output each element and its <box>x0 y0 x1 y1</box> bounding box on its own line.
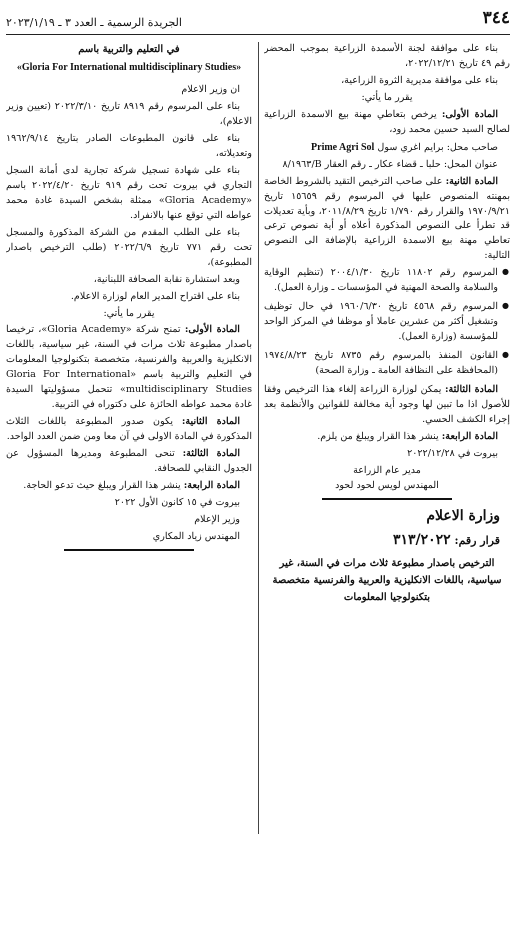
article-2 <box>6 415 252 445</box>
preamble-2: بناء على موافقة مديرية الثروة الزراعية، <box>341 74 498 86</box>
decision-number-line <box>264 530 510 552</box>
decision-label: قرار رقم: <box>450 533 500 547</box>
list-item: ● المرسوم رقم ١١٨٠٢ تاريخ ٢٠٠٤/١/٣٠ (تنظيم الوقاية والسلامة والصحة المهنية في المؤسسات ـ وزارة العمل). <box>264 266 498 296</box>
minister-line: ان وزير الاعلام <box>181 84 240 96</box>
article-1 <box>264 108 510 138</box>
list-item: ● المرسوم رقم ٤٥٦٨ تاريخ ١٩٦٠/٦/٣٠ في حال توظيف وتشغيل أكثر من عشرين عاملا أو موظفا في المركز الواحد للمؤسسة (وزارة العمل). <box>264 300 498 345</box>
decides-heading: يقرر ما يأتي: <box>103 307 155 319</box>
decides-heading: يقرر ما يأتي: <box>361 91 413 103</box>
article-2-text: يكون صدور المطبوعة باللغات الثلاث المذكورة في المادة الاولى في آن معا ومن ضمن العدد الواحد. <box>6 416 252 443</box>
article-2-label: المادة الثانية: <box>445 175 498 187</box>
article-4-text: ينشر هذا القرار ويبلغ حيث تدعو الحاجة. <box>23 480 184 492</box>
preamble-5: وبعد استشارة نقابة الصحافة اللبنانية، <box>93 273 240 285</box>
article-3-text: تنحى المطبوعة ومديرها المسؤول عن الجدول النقابي للصحافة. <box>6 448 252 475</box>
preamble-2: بناء على قانون المطبوعات الصادر بتاريخ ١٩٦٢/٩/١٤ وتعديلاته، <box>6 133 252 159</box>
article-3-label: المادة الثالثة: <box>182 448 241 460</box>
regulation-list <box>264 266 498 379</box>
article-4-label: المادة الرابعة: <box>441 430 498 442</box>
decision-description: الترخيص باصدار مطبوعة ثلاث مرات في السنة، غير سياسية، باللغات الانكليزية والعربية والفرنسية متخصصة بتكنولوجيا المعلومات <box>272 558 502 604</box>
article-1-label: المادة الأولى: <box>184 324 240 336</box>
preamble-4: بناء على الطلب المقدم من الشركة المذكورة والمسجل تحت رقم ٧٧١ تاريخ ٢٠٢٢/٦/٩ (طلب الترخيص باصدار المطبوعة)، <box>6 226 252 268</box>
article-4-label: المادة الرابعة: <box>183 480 240 492</box>
right-column <box>264 42 510 608</box>
shop-line <box>264 140 510 156</box>
section-rule <box>64 549 194 551</box>
signatory-title: مدير عام الزراعة <box>353 464 421 476</box>
page-header <box>6 8 510 35</box>
article-4 <box>264 430 510 445</box>
article-1-label: المادة الأولى: <box>441 108 498 120</box>
article-3-label: المادة الثالثة: <box>444 384 499 396</box>
gazette-issue-line: الجريدة الرسمية ـ العدد ٣ ـ ٢٠٢٣/١/١٩ <box>6 15 182 29</box>
title-latin: «Gloria For International multidisciplinary Studies» <box>16 61 242 73</box>
title-arabic: في التعليم والتربية باسم <box>78 44 180 55</box>
article-1-text: تمنح شركة «Gloria Academy»، ترخيصا باصدار مطبوعة ثلاث مرات في السنة، غير سياسية، باللغات الانكليزية والعربية والفرنسية، متخصصة بتكنولوجيا المعلومات في التعليم والتربية باسم «Gloria For International multidisciplinary Studies» تتحمل مسؤوليتها السيدة غادة محمد عواطه الحائزة على دكتوراه في التربية. <box>6 324 252 411</box>
shop-label: صاحب محل: برايم اغري سول <box>377 141 498 153</box>
shop-latin-name: Prime Agri Sol <box>311 141 375 153</box>
list-item: ● القانون المنفذ بالمرسوم رقم ٨٧٣٥ تاريخ ١٩٧٤/٨/٢٣ (المحافظة على النظافة العامة ـ وزارة الصحة) <box>264 349 498 379</box>
decision-number: ٣١٣/٢٠٢٢ <box>392 531 451 548</box>
issue-date: بيروت في ٢٠٢٢/١٢/٢٨ <box>407 447 498 459</box>
article-2-label: المادة الثانية: <box>181 416 241 428</box>
article-1 <box>6 323 252 413</box>
column-divider <box>258 42 259 834</box>
page-number: ٣٤٤ <box>482 8 510 29</box>
article-2 <box>264 175 510 265</box>
issue-date: بيروت في ١٥ كانون الأول ٢٠٢٢ <box>114 496 240 508</box>
shop-address: عنوان المحل: حلبا ـ قضاء عكار ـ رقم العقار B/٨/١٩٦٣ <box>282 158 498 170</box>
article-2-text: على صاحب الترخيص التقيد بالشروط الخاصة بمهنته المنصوص عليها في المرسوم رقم ١٥٦٥٩ تاريخ ١٩٧٠/٩/٢١ والقرار رقم ١/٧٩٠ تاريخ ٢٠١١/٨/٢٩، وبأية تعديلات قد تطرأ على النصوص المذكورة أعلاه أو أية نصوص ترعى تعاطي مهنة بيع الاسمدة الزراعية بالإضافة الى النصوص التالية: <box>264 175 510 262</box>
article-4 <box>6 479 252 494</box>
article-3-text: يمكن لوزارة الزراعة إلغاء هذا الترخيص وفقا للأصول اذا ما تبين لها وجود أية مخالفة للقوانين والأنظمة بعد إجراء الكشف الحسي. <box>264 384 510 425</box>
section-rule <box>322 498 452 500</box>
signatory-name: المهندس لويس لحود لحود <box>335 479 439 491</box>
article-3 <box>264 383 510 428</box>
preamble-6: بناء على اقتراح المدير العام لوزارة الاعلام. <box>70 290 240 302</box>
ministry-heading: وزارة الاعلام <box>426 507 500 524</box>
signatory-name: المهندس زياد المكاري <box>152 530 240 542</box>
article-4-text: ينشر هذا القرار ويبلغ من يلزم. <box>317 430 442 442</box>
preamble-3: بناء على شهادة تسجيل شركة تجارية لدى أمانة السجل التجاري في بيروت تحت رقم ٩١٩ تاريخ ٢٠٢٢/٤/٢٠ باسم «Gloria Academy» ممثلة بشخص السيدة غادة محمد عواطه التي توقع عنها بالانفراد. <box>6 164 252 221</box>
preamble-1: بناء على المرسوم رقم ٨٩١٩ تاريخ ٢٠٢٢/٣/١٠ (تعيين وزير الاعلام)، <box>6 101 252 128</box>
preamble-1: بناء على موافقة لجنة الأسمدة الزراعية بموجب المحضر رقم ٤٩ تاريخ ٢٠٢٢/١٢/٢١، <box>264 43 510 69</box>
article-1-text: يرخص بتعاطي مهنة بيع الاسمدة الزراعية لصالح السيد حسين محمد زود، <box>264 108 510 135</box>
signatory-title: وزير الإعلام <box>194 513 240 525</box>
left-column <box>6 42 252 555</box>
article-3 <box>6 447 252 477</box>
